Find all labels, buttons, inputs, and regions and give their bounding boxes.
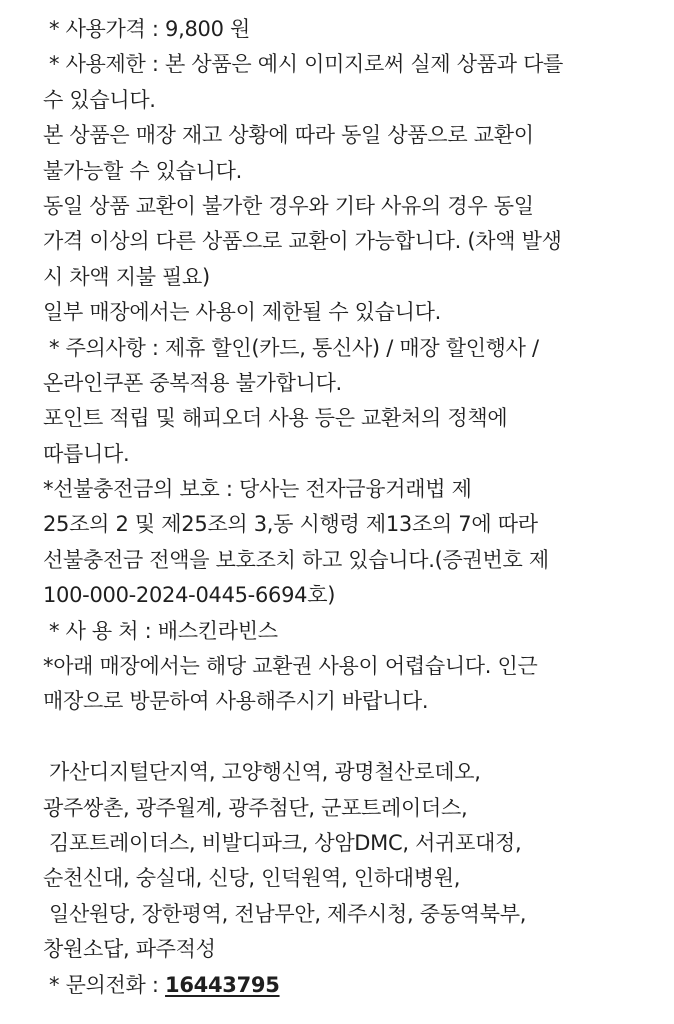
excluded-store-line: 창원소답, 파주적성: [43, 937, 216, 962]
product-notice-document: [43, 12, 663, 1003]
protection-line: 25조의 2 및 제25조의 3,동 시행령 제13조의 7에 따라: [43, 512, 538, 537]
place-line: * 사 용 처 : 배스킨라빈스: [49, 618, 278, 643]
spacer: [43, 720, 663, 755]
excluded-store-line: 일산원당, 장한평역, 전남무안, 제주시청, 중동역북부,: [49, 901, 527, 926]
restriction-line: * 사용제한 : 본 상품은 예시 이미지로써 실제 상품과 다를: [49, 52, 564, 77]
protection-line: 100-000-2024-0445-6694호): [43, 583, 336, 608]
protection-line: *선불충전금의 보호 : 당사는 전자금융거래법 제: [43, 477, 472, 502]
excluded-store-line: 가산디지털단지역, 고양행신역, 광명철산로데오,: [49, 760, 481, 785]
restriction-line: 본 상품은 매장 재고 상황에 따라 동일 상품으로 교환이: [43, 123, 534, 148]
restriction-line: 가격 이상의 다른 상품으로 교환이 가능합니다. (차액 발생: [43, 229, 562, 254]
restriction-line: 불가능할 수 있습니다.: [43, 158, 242, 183]
excluded-notice-line: *아래 매장에서는 해당 교환권 사용이 어렵습니다. 인근: [43, 654, 538, 679]
phone-number-link[interactable]: 16443795: [165, 972, 280, 997]
contact-line: [43, 968, 663, 1003]
restriction-line: 동일 상품 교환이 불가한 경우와 기타 사유의 경우 동일: [43, 193, 534, 218]
caution-line: * 주의사항 : 제휴 할인(카드, 통신사) / 매장 할인행사 /: [49, 335, 539, 360]
excluded-store-line: 순천신대, 숭실대, 신당, 인덕원역, 인하대병원,: [43, 866, 461, 891]
protection-line: 선불충전금 전액을 보호조치 하고 있습니다.(증권번호 제: [43, 547, 549, 572]
restriction-line: 시 차액 지불 필요): [43, 264, 210, 289]
price-line: * 사용가격 : 9,800 원: [49, 17, 251, 41]
caution-line: 온라인쿠폰 중복적용 불가합니다.: [43, 370, 342, 395]
caution-line: 따릅니다.: [43, 441, 130, 466]
excluded-store-line: 광주쌍촌, 광주월계, 광주첨단, 군포트레이더스,: [43, 795, 468, 820]
caution-line: 포인트 적립 및 해피오더 사용 등은 교환처의 정책에: [43, 406, 508, 431]
restriction-line: 수 있습니다.: [43, 87, 156, 112]
excluded-store-line: 김포트레이더스, 비발디파크, 상암DMC, 서귀포대정,: [49, 830, 522, 855]
excluded-notice-line: 매장으로 방문하여 사용해주시기 바랍니다.: [43, 689, 429, 714]
restriction-line: 일부 매장에서는 사용이 제한될 수 있습니다.: [43, 300, 441, 325]
contact-label: * 문의전화 :: [49, 972, 166, 997]
